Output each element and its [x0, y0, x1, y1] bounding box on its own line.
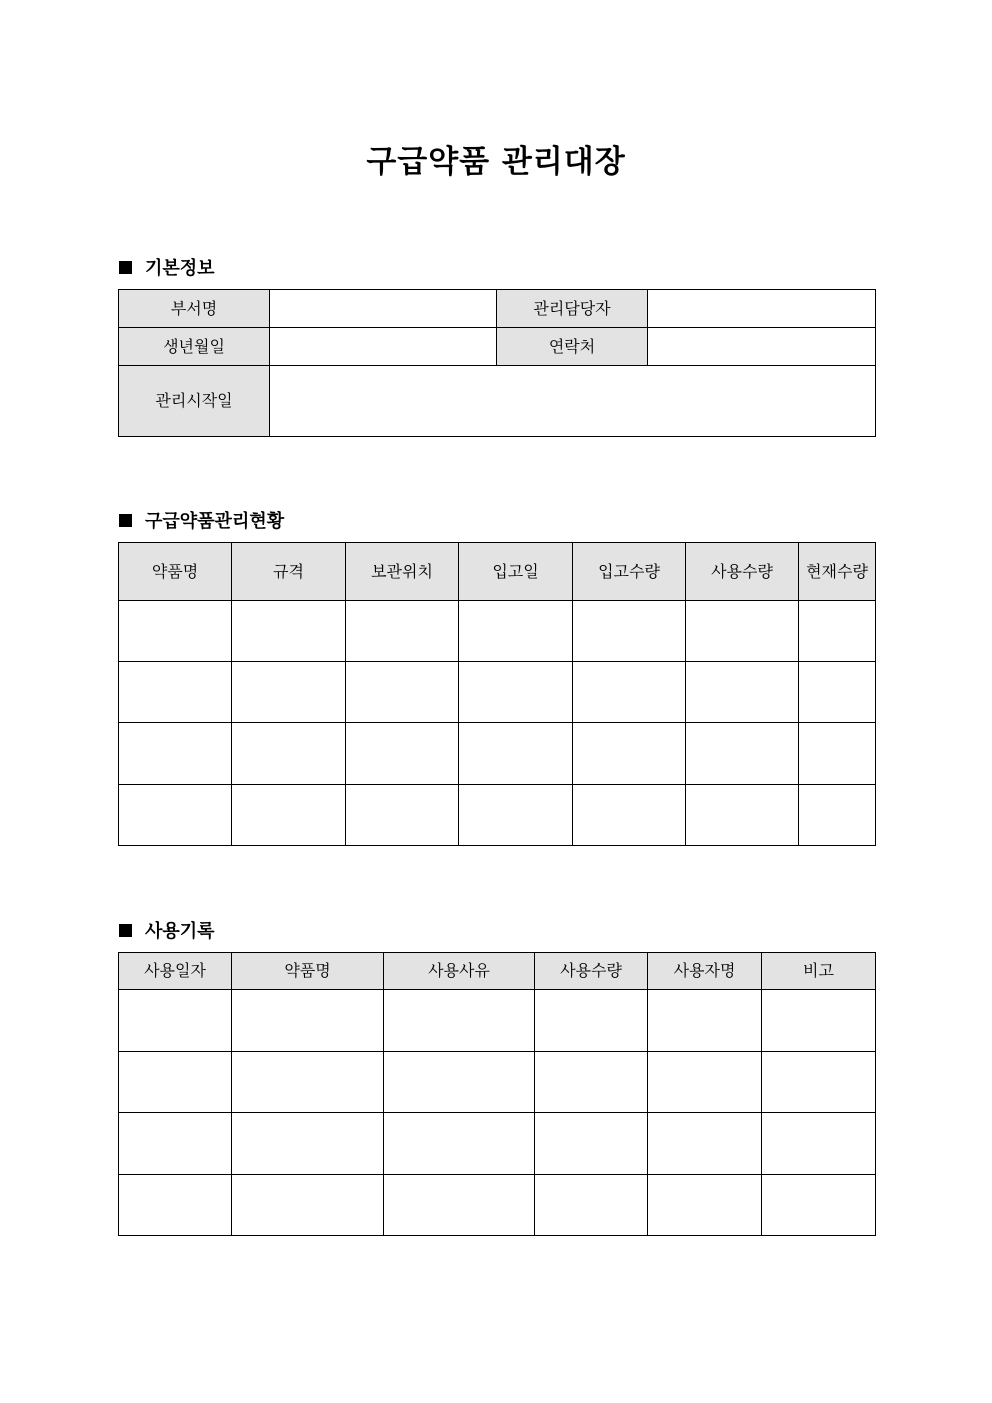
column-header: 규격 — [232, 543, 346, 601]
table-row — [119, 1175, 876, 1236]
table-cell[interactable] — [232, 1052, 384, 1113]
table-row — [119, 723, 876, 785]
table-cell[interactable] — [648, 1052, 762, 1113]
table-cell[interactable] — [384, 1113, 535, 1175]
column-header: 사용자명 — [648, 953, 762, 990]
column-header: 사용수량 — [686, 543, 799, 601]
usage-log-table — [118, 952, 876, 1236]
table-cell[interactable] — [648, 1175, 762, 1236]
inventory-heading — [119, 507, 284, 533]
table-cell[interactable] — [119, 601, 232, 662]
table-cell[interactable] — [232, 662, 346, 723]
table-cell[interactable] — [573, 723, 686, 785]
table-cell[interactable] — [346, 723, 459, 785]
inventory-header-row — [119, 543, 876, 601]
table-cell[interactable] — [119, 723, 232, 785]
department-field[interactable] — [270, 290, 497, 328]
table-cell[interactable] — [762, 1113, 876, 1175]
column-header: 입고수량 — [573, 543, 686, 601]
basic-info-row — [119, 328, 876, 366]
usage-log-heading — [119, 917, 215, 943]
table-row — [119, 1113, 876, 1175]
table-cell[interactable] — [573, 785, 686, 846]
start-date-field[interactable] — [270, 366, 876, 437]
table-cell[interactable] — [799, 662, 876, 723]
table-cell[interactable] — [346, 601, 459, 662]
table-cell[interactable] — [119, 990, 232, 1052]
column-header: 보관위치 — [346, 543, 459, 601]
table-cell[interactable] — [799, 723, 876, 785]
table-cell[interactable] — [535, 1113, 648, 1175]
table-cell[interactable] — [459, 785, 573, 846]
table-cell[interactable] — [119, 1113, 232, 1175]
table-cell[interactable] — [762, 1052, 876, 1113]
table-cell[interactable] — [232, 601, 346, 662]
birthdate-label: 생년월일 — [119, 328, 270, 366]
table-row — [119, 990, 876, 1052]
table-cell[interactable] — [686, 662, 799, 723]
column-header: 사용수량 — [535, 953, 648, 990]
table-cell[interactable] — [384, 1052, 535, 1113]
table-cell[interactable] — [459, 723, 573, 785]
table-cell[interactable] — [535, 1175, 648, 1236]
usage-header-row — [119, 953, 876, 990]
table-cell[interactable] — [459, 662, 573, 723]
basic-info-table — [118, 289, 876, 437]
department-label: 부서명 — [119, 290, 270, 328]
table-row — [119, 785, 876, 846]
table-cell[interactable] — [346, 785, 459, 846]
table-cell[interactable] — [232, 785, 346, 846]
table-cell[interactable] — [762, 990, 876, 1052]
column-header: 비고 — [762, 953, 876, 990]
table-cell[interactable] — [346, 662, 459, 723]
table-cell[interactable] — [799, 785, 876, 846]
manager-field[interactable] — [648, 290, 876, 328]
column-header: 사용일자 — [119, 953, 232, 990]
table-cell[interactable] — [573, 662, 686, 723]
table-row — [119, 1052, 876, 1113]
table-cell[interactable] — [573, 601, 686, 662]
table-cell[interactable] — [232, 1175, 384, 1236]
manager-label: 관리담당자 — [497, 290, 648, 328]
table-cell[interactable] — [119, 662, 232, 723]
table-cell[interactable] — [648, 1113, 762, 1175]
table-cell[interactable] — [119, 1052, 232, 1113]
table-row — [119, 662, 876, 723]
start-date-label: 관리시작일 — [119, 366, 270, 437]
table-cell[interactable] — [762, 1175, 876, 1236]
square-bullet-icon — [119, 261, 132, 274]
column-header: 약품명 — [232, 953, 384, 990]
square-bullet-icon — [119, 924, 132, 937]
table-cell[interactable] — [686, 601, 799, 662]
table-cell[interactable] — [384, 990, 535, 1052]
square-bullet-icon — [119, 514, 132, 527]
column-header: 사용사유 — [384, 953, 535, 990]
inventory-heading-text: 구급약품관리현황 — [145, 511, 285, 532]
birthdate-field[interactable] — [270, 328, 497, 366]
table-cell[interactable] — [459, 601, 573, 662]
table-cell[interactable] — [119, 1175, 232, 1236]
table-cell[interactable] — [232, 723, 346, 785]
table-cell[interactable] — [535, 1052, 648, 1113]
column-header: 현재수량 — [799, 543, 876, 601]
column-header: 약품명 — [119, 543, 232, 601]
table-cell[interactable] — [535, 990, 648, 1052]
table-cell[interactable] — [648, 990, 762, 1052]
table-cell[interactable] — [232, 1113, 384, 1175]
table-cell[interactable] — [384, 1175, 535, 1236]
inventory-table — [118, 542, 876, 846]
basic-info-heading-text: 기본정보 — [145, 258, 215, 279]
basic-info-row — [119, 366, 876, 437]
usage-log-heading-text: 사용기록 — [145, 921, 215, 942]
table-cell[interactable] — [686, 723, 799, 785]
column-header: 입고일 — [459, 543, 573, 601]
table-cell[interactable] — [686, 785, 799, 846]
basic-info-row — [119, 290, 876, 328]
basic-info-heading — [119, 254, 215, 280]
contact-field[interactable] — [648, 328, 876, 366]
table-row — [119, 601, 876, 662]
table-cell[interactable] — [232, 990, 384, 1052]
table-cell[interactable] — [799, 601, 876, 662]
table-cell[interactable] — [119, 785, 232, 846]
contact-label: 연락처 — [497, 328, 648, 366]
document-title: 구급약품 관리대장 — [366, 144, 626, 180]
